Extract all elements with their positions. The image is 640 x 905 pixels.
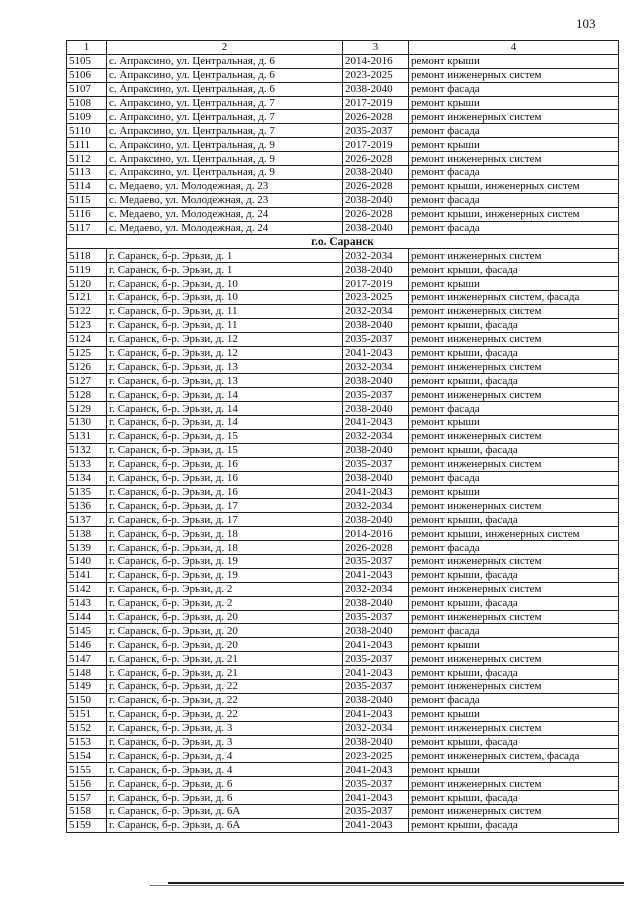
row-period: 2041-2043 xyxy=(343,416,409,430)
row-number: 5154 xyxy=(67,749,107,763)
row-number: 5106 xyxy=(67,68,107,82)
row-number: 5150 xyxy=(67,693,107,707)
row-number: 5124 xyxy=(67,332,107,346)
row-address: г. Саранск, б-р. Эрьзи, д. 20 xyxy=(107,638,343,652)
row-number: 5135 xyxy=(67,485,107,499)
row-period: 2035-2037 xyxy=(343,388,409,402)
row-address: г. Саранск, б-р. Эрьзи, д. 14 xyxy=(107,416,343,430)
row-address: г. Саранск, б-р. Эрьзи, д. 15 xyxy=(107,443,343,457)
row-period: 2035-2037 xyxy=(343,610,409,624)
table-row xyxy=(67,471,619,485)
row-period: 2026-2028 xyxy=(343,110,409,124)
table-row xyxy=(67,152,619,166)
row-period: 2017-2019 xyxy=(343,138,409,152)
table-row xyxy=(67,96,619,110)
row-number: 5110 xyxy=(67,124,107,138)
row-period: 2038-2040 xyxy=(343,374,409,388)
row-number: 5142 xyxy=(67,582,107,596)
row-period: 2041-2043 xyxy=(343,818,409,832)
row-work-type: ремонт крыши, фасада xyxy=(409,568,619,582)
table-row xyxy=(67,138,619,152)
row-period: 2014-2016 xyxy=(343,54,409,68)
row-number: 5146 xyxy=(67,638,107,652)
row-work-type: ремонт фасада xyxy=(409,541,619,555)
table-header-row xyxy=(67,41,619,55)
row-number: 5151 xyxy=(67,707,107,721)
row-period: 2038-2040 xyxy=(343,471,409,485)
row-number: 5122 xyxy=(67,304,107,318)
row-work-type: ремонт крыши, фасада xyxy=(409,263,619,277)
row-address: с. Апраксино, ул. Центральная, д. 7 xyxy=(107,124,343,138)
row-work-type: ремонт инженерных систем xyxy=(409,68,619,82)
row-number: 5109 xyxy=(67,110,107,124)
row-number: 5128 xyxy=(67,388,107,402)
row-address: г. Саранск, б-р. Эрьзи, д. 15 xyxy=(107,429,343,443)
row-address: с. Апраксино, ул. Центральная, д. 6 xyxy=(107,54,343,68)
row-number: 5107 xyxy=(67,82,107,96)
row-number: 5123 xyxy=(67,318,107,332)
row-address: с. Апраксино, ул. Центральная, д. 9 xyxy=(107,138,343,152)
row-work-type: ремонт фасада xyxy=(409,221,619,235)
row-address: г. Саранск, б-р. Эрьзи, д. 10 xyxy=(107,277,343,291)
table-row xyxy=(67,207,619,221)
row-address: с. Апраксино, ул. Центральная, д. 6 xyxy=(107,82,343,96)
row-period: 2038-2040 xyxy=(343,693,409,707)
row-period: 2032-2034 xyxy=(343,429,409,443)
row-period: 2035-2037 xyxy=(343,652,409,666)
row-work-type: ремонт инженерных систем xyxy=(409,429,619,443)
row-period: 2026-2028 xyxy=(343,207,409,221)
row-address: г. Саранск, б-р. Эрьзи, д. 1 xyxy=(107,263,343,277)
row-period: 2023-2025 xyxy=(343,291,409,305)
table-row xyxy=(67,707,619,721)
row-period: 2038-2040 xyxy=(343,263,409,277)
footer-rule xyxy=(168,882,624,884)
table-row xyxy=(67,291,619,305)
table-row xyxy=(67,693,619,707)
row-work-type: ремонт крыши, фасада xyxy=(409,443,619,457)
row-address: г. Саранск, б-р. Эрьзи, д. 22 xyxy=(107,679,343,693)
row-number: 5117 xyxy=(67,221,107,235)
row-number: 5118 xyxy=(67,249,107,263)
row-work-type: ремонт инженерных систем xyxy=(409,721,619,735)
table-row xyxy=(67,166,619,180)
row-period: 2023-2025 xyxy=(343,68,409,82)
row-address: г. Саранск, б-р. Эрьзи, д. 16 xyxy=(107,485,343,499)
row-number: 5121 xyxy=(67,291,107,305)
row-address: г. Саранск, б-р. Эрьзи, д. 22 xyxy=(107,707,343,721)
table-row xyxy=(67,666,619,680)
row-number: 5153 xyxy=(67,735,107,749)
row-work-type: ремонт инженерных систем, фасада xyxy=(409,291,619,305)
row-number: 5155 xyxy=(67,763,107,777)
row-work-type: ремонт фасада xyxy=(409,624,619,638)
row-period: 2038-2040 xyxy=(343,193,409,207)
row-work-type: ремонт инженерных систем xyxy=(409,777,619,791)
table-row xyxy=(67,568,619,582)
section-title: г.о. Саранск xyxy=(67,235,619,249)
row-period: 2041-2043 xyxy=(343,763,409,777)
row-number: 5113 xyxy=(67,166,107,180)
column-header-1: 1 xyxy=(67,41,107,55)
table-row xyxy=(67,68,619,82)
row-number: 5111 xyxy=(67,138,107,152)
footer-rule-thin xyxy=(150,885,624,886)
table-row xyxy=(67,402,619,416)
table-row xyxy=(67,221,619,235)
row-work-type: ремонт крыши, инженерных систем xyxy=(409,207,619,221)
row-number: 5157 xyxy=(67,791,107,805)
table-row xyxy=(67,346,619,360)
row-address: с. Апраксино, ул. Центральная, д. 7 xyxy=(107,110,343,124)
row-number: 5126 xyxy=(67,360,107,374)
row-period: 2041-2043 xyxy=(343,666,409,680)
row-address: г. Саранск, б-р. Эрьзи, д. 2 xyxy=(107,596,343,610)
row-number: 5144 xyxy=(67,610,107,624)
section-row xyxy=(67,235,619,249)
row-number: 5131 xyxy=(67,429,107,443)
row-period: 2038-2040 xyxy=(343,318,409,332)
row-number: 5127 xyxy=(67,374,107,388)
row-address: г. Саранск, б-р. Эрьзи, д. 17 xyxy=(107,513,343,527)
table-row xyxy=(67,416,619,430)
row-work-type: ремонт крыши, фасада xyxy=(409,374,619,388)
row-work-type: ремонт фасада xyxy=(409,82,619,96)
row-address: с. Апраксино, ул. Центральная, д. 9 xyxy=(107,166,343,180)
row-work-type: ремонт инженерных систем xyxy=(409,652,619,666)
row-address: г. Саранск, б-р. Эрьзи, д. 20 xyxy=(107,610,343,624)
row-address: г. Саранск, б-р. Эрьзи, д. 10 xyxy=(107,291,343,305)
row-period: 2026-2028 xyxy=(343,152,409,166)
row-period: 2017-2019 xyxy=(343,96,409,110)
table-row xyxy=(67,777,619,791)
row-number: 5108 xyxy=(67,96,107,110)
row-work-type: ремонт крыши, фасада xyxy=(409,318,619,332)
row-period: 2035-2037 xyxy=(343,124,409,138)
row-period: 2038-2040 xyxy=(343,513,409,527)
row-address: г. Саранск, б-р. Эрьзи, д. 4 xyxy=(107,749,343,763)
row-number: 5130 xyxy=(67,416,107,430)
row-address: г. Саранск, б-р. Эрьзи, д. 6 xyxy=(107,777,343,791)
row-period: 2038-2040 xyxy=(343,402,409,416)
table-row xyxy=(67,652,619,666)
row-period: 2026-2028 xyxy=(343,541,409,555)
row-period: 2023-2025 xyxy=(343,749,409,763)
row-number: 5105 xyxy=(67,54,107,68)
row-work-type: ремонт фасада xyxy=(409,693,619,707)
table-row xyxy=(67,485,619,499)
row-work-type: ремонт фасада xyxy=(409,166,619,180)
row-address: г. Саранск, б-р. Эрьзи, д. 11 xyxy=(107,318,343,332)
page-number: 103 xyxy=(576,16,596,31)
table-row xyxy=(67,527,619,541)
row-number: 5114 xyxy=(67,179,107,193)
row-number: 5156 xyxy=(67,777,107,791)
row-work-type: ремонт фасада xyxy=(409,402,619,416)
table-row xyxy=(67,763,619,777)
row-work-type: ремонт инженерных систем xyxy=(409,304,619,318)
column-header-4: 4 xyxy=(409,41,619,55)
row-number: 5159 xyxy=(67,818,107,832)
row-work-type: ремонт крыши, фасада xyxy=(409,735,619,749)
row-work-type: ремонт инженерных систем xyxy=(409,679,619,693)
table-row xyxy=(67,304,619,318)
row-period: 2041-2043 xyxy=(343,791,409,805)
row-address: г. Саранск, б-р. Эрьзи, д. 6А xyxy=(107,818,343,832)
table-row xyxy=(67,179,619,193)
table-row xyxy=(67,624,619,638)
table-row xyxy=(67,554,619,568)
table-row xyxy=(67,457,619,471)
row-work-type: ремонт крыши, фасада xyxy=(409,818,619,832)
row-work-type: ремонт крыши, фасада xyxy=(409,791,619,805)
row-number: 5133 xyxy=(67,457,107,471)
row-work-type: ремонт инженерных систем xyxy=(409,554,619,568)
row-period: 2014-2016 xyxy=(343,527,409,541)
row-address: г. Саранск, б-р. Эрьзи, д. 18 xyxy=(107,541,343,555)
table-row xyxy=(67,388,619,402)
table-row xyxy=(67,82,619,96)
row-work-type: ремонт крыши, фасада xyxy=(409,596,619,610)
row-address: г. Саранск, б-р. Эрьзи, д. 11 xyxy=(107,304,343,318)
row-address: г. Саранск, б-р. Эрьзи, д. 6А xyxy=(107,804,343,818)
row-number: 5145 xyxy=(67,624,107,638)
row-period: 2038-2040 xyxy=(343,166,409,180)
table-row xyxy=(67,513,619,527)
table-row xyxy=(67,735,619,749)
row-address: с. Медаево, ул. Молодежная, д. 24 xyxy=(107,221,343,235)
row-address: г. Саранск, б-р. Эрьзи, д. 13 xyxy=(107,360,343,374)
table-row xyxy=(67,360,619,374)
row-period: 2032-2034 xyxy=(343,499,409,513)
row-period: 2026-2028 xyxy=(343,179,409,193)
row-number: 5152 xyxy=(67,721,107,735)
table-row xyxy=(67,804,619,818)
row-period: 2041-2043 xyxy=(343,346,409,360)
table-row xyxy=(67,110,619,124)
row-number: 5134 xyxy=(67,471,107,485)
row-address: г. Саранск, б-р. Эрьзи, д. 21 xyxy=(107,666,343,680)
row-number: 5120 xyxy=(67,277,107,291)
row-number: 5125 xyxy=(67,346,107,360)
row-work-type: ремонт инженерных систем xyxy=(409,332,619,346)
row-period: 2038-2040 xyxy=(343,735,409,749)
row-address: с. Медаево, ул. Молодежная, д. 24 xyxy=(107,207,343,221)
row-work-type: ремонт фасада xyxy=(409,124,619,138)
table-row xyxy=(67,429,619,443)
row-period: 2041-2043 xyxy=(343,568,409,582)
row-address: г. Саранск, б-р. Эрьзи, д. 16 xyxy=(107,457,343,471)
row-address: г. Саранск, б-р. Эрьзи, д. 1 xyxy=(107,249,343,263)
row-period: 2035-2037 xyxy=(343,554,409,568)
row-address: г. Саранск, б-р. Эрьзи, д. 14 xyxy=(107,388,343,402)
table-row xyxy=(67,582,619,596)
row-work-type: ремонт фасада xyxy=(409,471,619,485)
row-work-type: ремонт инженерных систем xyxy=(409,610,619,624)
table-row xyxy=(67,263,619,277)
table-row xyxy=(67,499,619,513)
row-period: 2038-2040 xyxy=(343,596,409,610)
table-row xyxy=(67,124,619,138)
table-row xyxy=(67,818,619,832)
row-work-type: ремонт крыши xyxy=(409,96,619,110)
row-work-type: ремонт инженерных систем xyxy=(409,582,619,596)
table-row xyxy=(67,749,619,763)
row-period: 2035-2037 xyxy=(343,457,409,471)
row-work-type: ремонт крыши, инженерных систем xyxy=(409,179,619,193)
table-row xyxy=(67,249,619,263)
row-period: 2038-2040 xyxy=(343,82,409,96)
row-period: 2035-2037 xyxy=(343,332,409,346)
row-period: 2032-2034 xyxy=(343,249,409,263)
row-period: 2041-2043 xyxy=(343,638,409,652)
row-work-type: ремонт крыши xyxy=(409,138,619,152)
row-work-type: ремонт крыши xyxy=(409,416,619,430)
table-row xyxy=(67,374,619,388)
table-row xyxy=(67,541,619,555)
row-address: с. Медаево, ул. Молодежная, д. 23 xyxy=(107,193,343,207)
row-work-type: ремонт крыши xyxy=(409,707,619,721)
row-period: 2035-2037 xyxy=(343,804,409,818)
table-row xyxy=(67,277,619,291)
row-period: 2041-2043 xyxy=(343,707,409,721)
registry-table xyxy=(66,40,619,833)
row-work-type: ремонт крыши, фасада xyxy=(409,666,619,680)
row-address: г. Саранск, б-р. Эрьзи, д. 3 xyxy=(107,735,343,749)
table-body xyxy=(67,54,619,832)
row-number: 5147 xyxy=(67,652,107,666)
row-work-type: ремонт крыши xyxy=(409,763,619,777)
row-address: г. Саранск, б-р. Эрьзи, д. 20 xyxy=(107,624,343,638)
table-row xyxy=(67,610,619,624)
row-work-type: ремонт инженерных систем xyxy=(409,249,619,263)
table-row xyxy=(67,791,619,805)
row-number: 5140 xyxy=(67,554,107,568)
row-number: 5112 xyxy=(67,152,107,166)
row-address: г. Саранск, б-р. Эрьзи, д. 12 xyxy=(107,332,343,346)
table-row xyxy=(67,721,619,735)
row-address: г. Саранск, б-р. Эрьзи, д. 14 xyxy=(107,402,343,416)
row-work-type: ремонт крыши xyxy=(409,54,619,68)
row-work-type: ремонт крыши xyxy=(409,485,619,499)
row-address: г. Саранск, б-р. Эрьзи, д. 16 xyxy=(107,471,343,485)
row-address: г. Саранск, б-р. Эрьзи, д. 18 xyxy=(107,527,343,541)
row-address: г. Саранск, б-р. Эрьзи, д. 17 xyxy=(107,499,343,513)
row-number: 5115 xyxy=(67,193,107,207)
table-row xyxy=(67,332,619,346)
row-work-type: ремонт крыши xyxy=(409,638,619,652)
row-address: с. Апраксино, ул. Центральная, д. 7 xyxy=(107,96,343,110)
row-number: 5119 xyxy=(67,263,107,277)
row-address: с. Медаево, ул. Молодежная, д. 23 xyxy=(107,179,343,193)
row-number: 5143 xyxy=(67,596,107,610)
row-number: 5138 xyxy=(67,527,107,541)
row-work-type: ремонт инженерных систем, фасада xyxy=(409,749,619,763)
table-row xyxy=(67,679,619,693)
row-work-type: ремонт инженерных систем xyxy=(409,457,619,471)
table-row xyxy=(67,318,619,332)
row-number: 5139 xyxy=(67,541,107,555)
row-work-type: ремонт крыши, инженерных систем xyxy=(409,527,619,541)
row-address: г. Саранск, б-р. Эрьзи, д. 19 xyxy=(107,568,343,582)
row-address: с. Апраксино, ул. Центральная, д. 9 xyxy=(107,152,343,166)
row-period: 2038-2040 xyxy=(343,443,409,457)
row-address: г. Саранск, б-р. Эрьзи, д. 22 xyxy=(107,693,343,707)
row-address: г. Саранск, б-р. Эрьзи, д. 3 xyxy=(107,721,343,735)
row-address: г. Саранск, б-р. Эрьзи, д. 4 xyxy=(107,763,343,777)
table-row xyxy=(67,193,619,207)
row-period: 2035-2037 xyxy=(343,777,409,791)
row-period: 2035-2037 xyxy=(343,679,409,693)
column-header-2: 2 xyxy=(107,41,343,55)
row-work-type: ремонт крыши xyxy=(409,277,619,291)
row-work-type: ремонт инженерных систем xyxy=(409,110,619,124)
row-number: 5141 xyxy=(67,568,107,582)
table-row xyxy=(67,596,619,610)
row-number: 5129 xyxy=(67,402,107,416)
row-number: 5116 xyxy=(67,207,107,221)
row-address: г. Саранск, б-р. Эрьзи, д. 12 xyxy=(107,346,343,360)
row-number: 5137 xyxy=(67,513,107,527)
row-address: г. Саранск, б-р. Эрьзи, д. 13 xyxy=(107,374,343,388)
row-work-type: ремонт инженерных систем xyxy=(409,152,619,166)
row-period: 2032-2034 xyxy=(343,360,409,374)
row-number: 5132 xyxy=(67,443,107,457)
row-number: 5136 xyxy=(67,499,107,513)
row-address: с. Апраксино, ул. Центральная, д. 6 xyxy=(107,68,343,82)
row-number: 5158 xyxy=(67,804,107,818)
column-header-3: 3 xyxy=(343,41,409,55)
row-period: 2041-2043 xyxy=(343,485,409,499)
row-work-type: ремонт крыши, фасада xyxy=(409,346,619,360)
row-address: г. Саранск, б-р. Эрьзи, д. 21 xyxy=(107,652,343,666)
table-row xyxy=(67,638,619,652)
row-period: 2032-2034 xyxy=(343,721,409,735)
row-work-type: ремонт фасада xyxy=(409,193,619,207)
row-period: 2038-2040 xyxy=(343,624,409,638)
row-number: 5149 xyxy=(67,679,107,693)
row-work-type: ремонт инженерных систем xyxy=(409,499,619,513)
row-address: г. Саранск, б-р. Эрьзи, д. 6 xyxy=(107,791,343,805)
row-work-type: ремонт инженерных систем xyxy=(409,388,619,402)
row-work-type: ремонт инженерных систем xyxy=(409,360,619,374)
row-address: г. Саранск, б-р. Эрьзи, д. 19 xyxy=(107,554,343,568)
row-period: 2017-2019 xyxy=(343,277,409,291)
row-period: 2032-2034 xyxy=(343,582,409,596)
row-work-type: ремонт инженерных систем xyxy=(409,804,619,818)
row-address: г. Саранск, б-р. Эрьзи, д. 2 xyxy=(107,582,343,596)
table-row xyxy=(67,54,619,68)
table-row xyxy=(67,443,619,457)
row-number: 5148 xyxy=(67,666,107,680)
row-period: 2032-2034 xyxy=(343,304,409,318)
row-period: 2038-2040 xyxy=(343,221,409,235)
row-work-type: ремонт крыши, фасада xyxy=(409,513,619,527)
